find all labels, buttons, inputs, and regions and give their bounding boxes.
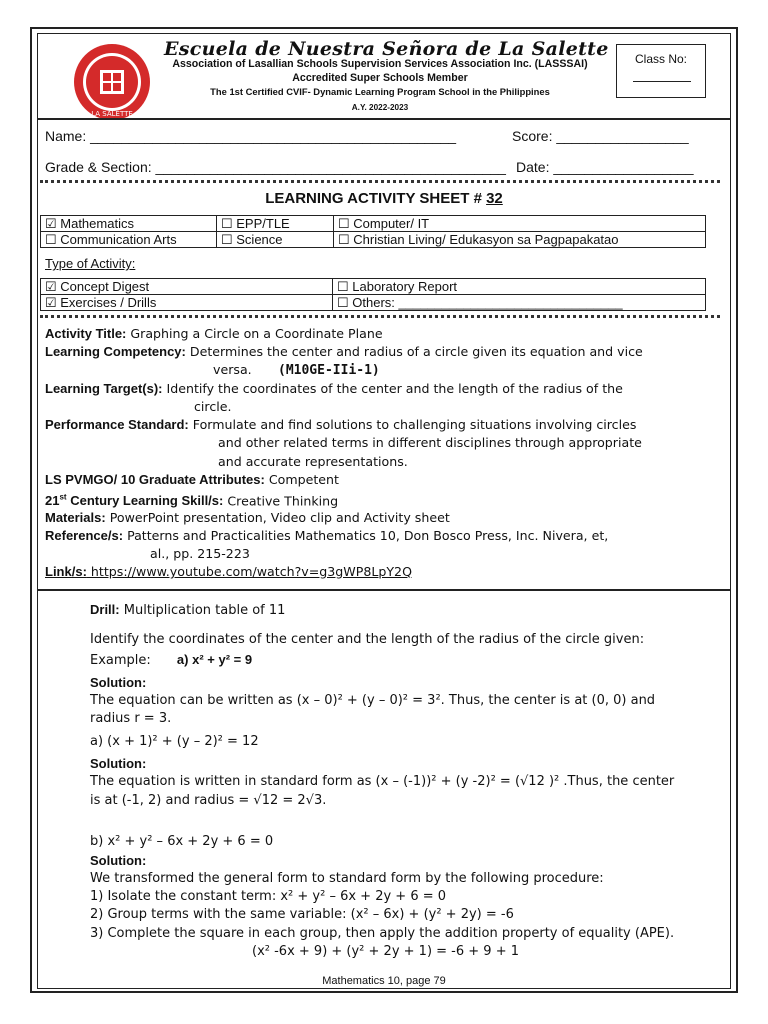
competency-row: Learning Competency: Determines the center and radius of a circle given its equation and vice <box>45 344 643 359</box>
class-no-box <box>616 44 706 98</box>
type-exercises[interactable]: ☑ Exercises / Drills <box>41 295 333 311</box>
dotted-divider-2 <box>40 315 720 318</box>
references-row: Reference/s: Patterns and Practicalities Mathematics 10, Don Bosco Press, Inc. Nivera, et, <box>45 528 609 543</box>
example-row: Example: a) x² + y² = 9 <box>90 652 253 668</box>
grade-section-field[interactable]: Grade & Section: _____________________________________________ <box>45 159 506 175</box>
date-field[interactable]: Date: __________________ <box>516 159 694 175</box>
subject-christian-living[interactable]: ☐ Christian Living/ Edukasyon sa Pagpapakatao <box>334 232 706 248</box>
info-divider <box>38 589 730 591</box>
materials-row: Materials: PowerPoint presentation, Video clip and Activity sheet <box>45 510 450 525</box>
solution-a-line-1: The equation can be written as (x – 0)² + (y – 0)² = 3². Thus, the center is at (0, 0) and <box>90 693 656 708</box>
page-footer: Mathematics 10, page 79 <box>322 975 446 987</box>
sheet-title: LEARNING ACTIVITY SHEET # 32 <box>265 190 503 207</box>
step-3-equation: (x² -6x + 9) + (y² + 2y + 1) = -6 + 9 + 1 <box>252 944 519 959</box>
sheet-number: 32 <box>486 190 503 207</box>
school-year: A.Y. 2022-2023 <box>351 103 409 112</box>
pvmgo-row: LS PVMGO/ 10 Graduate Attributes: Competent <box>45 472 339 487</box>
school-seal-icon <box>72 42 152 122</box>
subject-table <box>40 215 706 248</box>
subject-mathematics[interactable]: ☑ Mathematics <box>41 216 217 232</box>
type-concept-digest[interactable]: ☑ Concept Digest <box>41 279 333 295</box>
score-field[interactable]: Score: _________________ <box>512 128 689 144</box>
subject-computer[interactable]: ☐ Computer/ IT <box>334 216 706 232</box>
solution-a-line-2: radius r = 3. <box>90 711 172 726</box>
step-1: 1) Isolate the constant term: x² + y² – 6x + 2y + 6 = 0 <box>90 889 447 904</box>
step-3: 3) Complete the square in each group, then apply the addition property of equality (APE). <box>90 926 675 941</box>
subject-science[interactable]: ☐ Science <box>217 232 334 248</box>
class-no-label: Class No: <box>634 52 687 66</box>
header-divider <box>38 118 730 120</box>
standard-row: Performance Standard: Formulate and find solutions to challenging situations involving circles <box>45 417 637 432</box>
target-row-2: circle. <box>194 399 232 414</box>
class-no-line <box>633 81 691 82</box>
header-line-2: Accredited Super Schools Member <box>292 72 468 84</box>
competency-row-2: versa. <box>213 362 252 377</box>
drill-row: Drill: Multiplication table of 11 <box>90 602 286 618</box>
solution-b-line-2: is at (-1, 2) and radius = √12 = 2√3. <box>90 793 327 808</box>
links-row: Link/s: https://www.youtube.com/watch?v=g3gWP8LpY2Q <box>45 564 412 579</box>
subject-communication[interactable]: ☐ Communication Arts <box>41 232 217 248</box>
standard-row-2: and other related terms in different disciplines through appropriate <box>218 435 642 450</box>
name-field[interactable]: Name: _______________________________________________ <box>45 128 457 144</box>
solution-label-c: Solution: <box>90 853 147 868</box>
activity-title-row: Activity Title: Graphing a Circle on a Coordinate Plane <box>45 326 383 341</box>
references-row-2: al., pp. 215-223 <box>150 546 250 561</box>
standard-row-3: and accurate representations. <box>218 454 408 469</box>
subject-epp[interactable]: ☐ EPP/TLE <box>217 216 334 232</box>
step-2: 2) Group terms with the same variable: (x² – 6x) + (y² + 2y) = -6 <box>90 907 514 922</box>
dotted-divider <box>40 180 720 183</box>
skill-row: 21st Century Learning Skill/s: Creative Thinking <box>45 493 339 509</box>
competency-code: (M10GE-IIi-1) <box>278 363 380 378</box>
activity-type-table <box>40 278 706 311</box>
solution-label-a: Solution: <box>90 675 147 690</box>
seal-text: LA SALETTE <box>91 110 133 118</box>
instruction: Identify the coordinates of the center and the length of the radius of the circle given: <box>90 632 645 647</box>
target-row: Learning Target(s): Identify the coordinates of the center and the length of the radius of the <box>45 381 623 396</box>
activity-type-label: Type of Activity: <box>45 256 136 271</box>
type-others[interactable]: ☐ Others: _______________________________ <box>333 295 706 311</box>
school-name: Escuela de Nuestra Señora de La Salette <box>164 38 609 60</box>
reference-link[interactable]: https://www.youtube.com/watch?v=g3gWP8LpY2Q <box>86 564 412 579</box>
solution-b-line-1: The equation is written in standard form as (x – (-1))² + (y -2)² = (√12 )² .Thus, the center <box>90 774 675 789</box>
header-line-1: Association of Lasallian Schools Supervision Services Association Inc. (LASSSAI) <box>172 58 588 70</box>
header-line-3: The 1st Certified CVIF- Dynamic Learning Program School in the Philippines <box>210 86 550 97</box>
item-b: b) x² + y² – 6x + 2y + 6 = 0 <box>90 834 274 849</box>
type-lab-report[interactable]: ☐ Laboratory Report <box>333 279 706 295</box>
solution-c-line-1: We transformed the general form to standard form by the following procedure: <box>90 871 604 886</box>
item-a: a) (x + 1)² + (y – 2)² = 12 <box>90 734 259 749</box>
solution-label-b: Solution: <box>90 756 147 771</box>
